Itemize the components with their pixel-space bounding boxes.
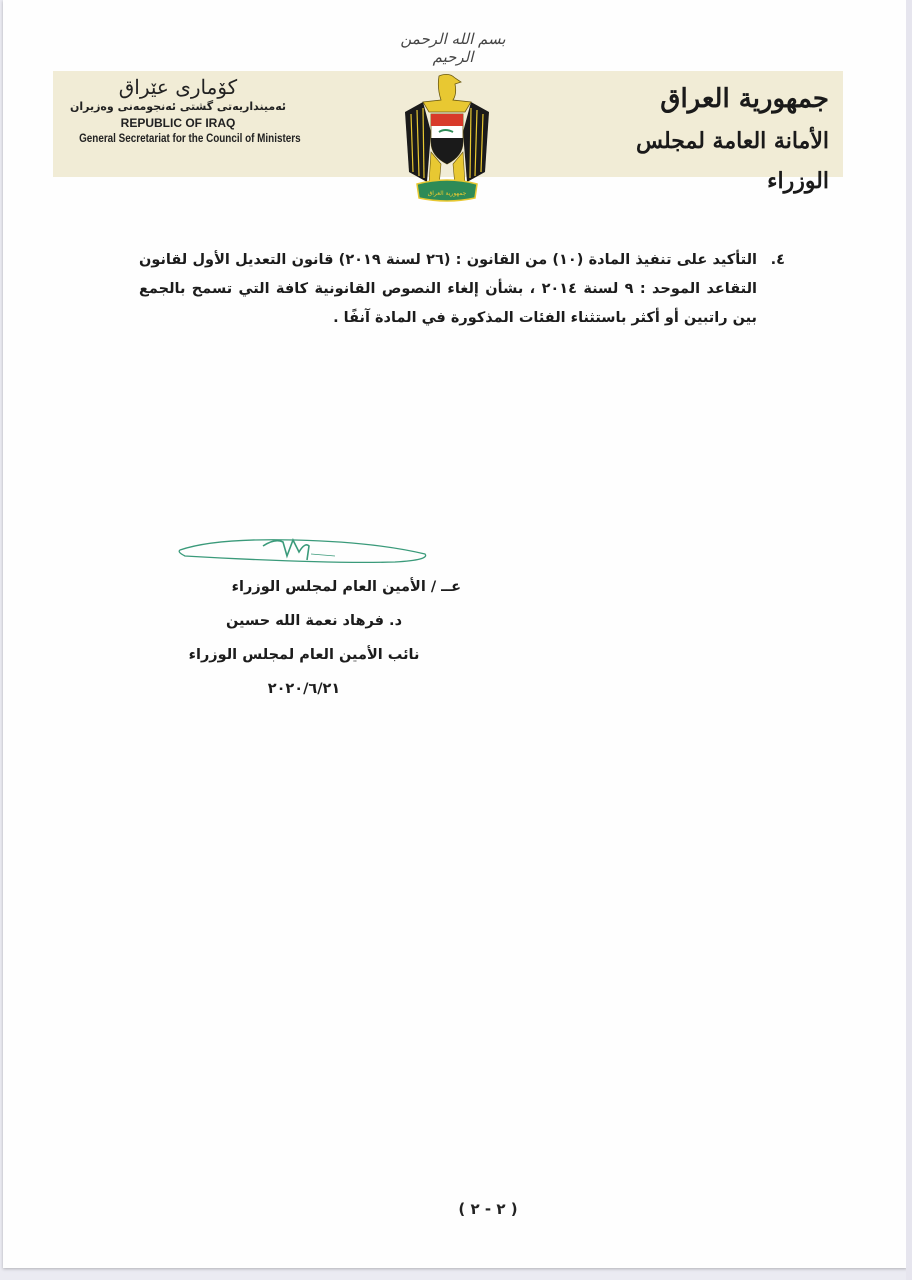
english-subtitle: General Secretariat for the Council of Ministers <box>79 133 301 145</box>
signatory-title: نائب الأمين العام لمجلس الوزراء <box>188 647 420 663</box>
document-body <box>139 246 785 333</box>
kurdish-title: كۆماری عێراق <box>118 75 238 99</box>
signature-date: ٢٠٢٠/٦/٢١ <box>267 681 341 697</box>
arabic-title: جمهورية العراق <box>660 84 829 114</box>
kurdish-subtitle: ئەمینداریەتی گشتی ئەنجومەنی وەزیران <box>69 100 287 113</box>
english-title: REPUBLIC OF IRAQ <box>120 116 236 130</box>
signatory-name: د. فرهاد نعمة الله حسين <box>225 613 403 629</box>
signatory-on-behalf: عــ / الأمين العام لمجلس الوزراء <box>231 579 461 595</box>
iraq-emblem-icon <box>401 72 493 204</box>
emblem-banner-text: جمهورية العراق <box>427 190 467 197</box>
letterhead-left-block <box>63 75 301 147</box>
document-page <box>3 0 907 1268</box>
page-number: ( ٢ - ٢ ) <box>458 1200 518 1218</box>
list-item-number: ٤. <box>770 252 785 268</box>
letterhead-right-block <box>619 77 829 201</box>
handwritten-signature <box>175 532 435 568</box>
signature-block <box>139 570 469 706</box>
list-item-text: التأكيد على تنفيذ المادة (١٠) من القانون : (٢٦ لسنة ٢٠١٩) قانون التعديل الأول لقانون التقاعد الموحد : ٩ لسنة ٢٠١٤ ، بشأن إلغاء النصوص القانونية كافة التي تسمح بالجمع بين راتبين أو أكثر باستثناء الفئات المذكورة في المادة آنفًا . <box>139 252 757 326</box>
arabic-subtitle: الأمانة العامة لمجلس الوزراء <box>635 128 829 194</box>
viewer-edge <box>906 0 912 1280</box>
basmala-calligraphy: بسم الله الرحمن الرحيم <box>400 30 506 66</box>
